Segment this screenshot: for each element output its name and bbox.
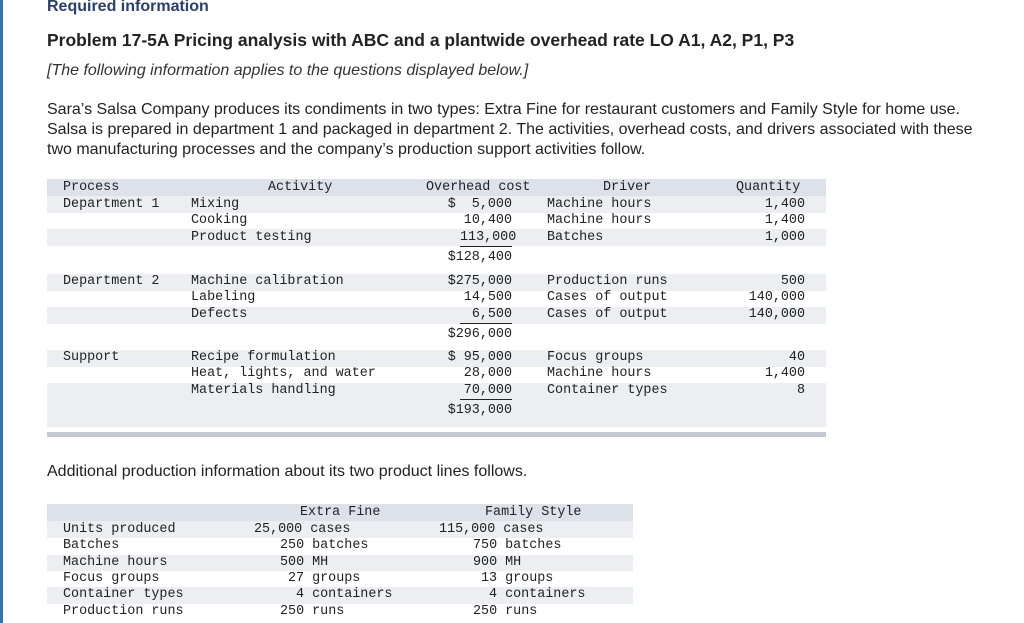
driver-quantity: 1,400	[764, 197, 805, 212]
driver-quantity: 140,000	[748, 307, 805, 322]
overhead-cost: 113,000	[460, 230, 512, 247]
overhead-cost: $ 95,000	[447, 350, 512, 365]
driver-name: Cases of output	[547, 290, 668, 305]
row-label: Production runs	[63, 604, 184, 619]
activity-name: Machine calibration	[191, 274, 344, 289]
driver-name: Cases of output	[547, 307, 668, 322]
family-style-value: 115,000 cases	[439, 522, 544, 537]
driver-name: Machine hours	[547, 197, 652, 212]
row-label: Batches	[63, 538, 120, 553]
extra-fine-value: 250 runs	[280, 604, 345, 619]
overhead-cost: $275,000	[447, 274, 512, 289]
driver-name: Production runs	[547, 274, 668, 289]
required-information-heading: Required information	[47, 0, 209, 15]
extra-fine-value: 500 MH	[280, 555, 329, 570]
extra-fine-value: 25,000 cases	[254, 522, 351, 537]
driver-quantity: 1,000	[764, 230, 805, 245]
overhead-total: $296,000	[447, 327, 512, 342]
process-label: Support	[63, 350, 120, 365]
activity-name: Mixing	[191, 197, 240, 212]
row-label: Focus groups	[63, 571, 160, 586]
process-label: Department 2	[63, 274, 160, 289]
driver-name: Focus groups	[547, 350, 644, 365]
family-style-value: 750 batches	[473, 538, 562, 553]
additional-info-text: Additional production information about its two product lines follows.	[47, 463, 528, 480]
activity-name: Recipe formulation	[191, 350, 336, 365]
activity-name: Labeling	[191, 290, 256, 305]
col-header-family-style: Family Style	[485, 505, 582, 520]
activity-name: Cooking	[191, 213, 248, 228]
driver-quantity: 500	[780, 274, 805, 289]
col-header-quantity: Quantity	[736, 180, 801, 195]
overhead-cost: $ 5,000	[447, 197, 512, 212]
driver-name: Machine hours	[547, 366, 652, 381]
driver-name: Machine hours	[547, 213, 652, 228]
driver-quantity: 1,400	[764, 213, 805, 228]
col-header-extra-fine: Extra Fine	[300, 505, 381, 520]
family-style-value: 4 containers	[489, 587, 586, 602]
col-header-overhead-cost: Overhead cost	[426, 180, 531, 195]
row-label: Container types	[63, 587, 184, 602]
activity-name: Materials handling	[191, 383, 336, 398]
driver-quantity: 140,000	[748, 290, 805, 305]
family-style-value: 13 groups	[481, 571, 554, 586]
family-style-value: 250 runs	[473, 604, 538, 619]
row-band	[47, 383, 826, 400]
activity-name: Heat, lights, and water	[191, 366, 376, 381]
overhead-total: $128,400	[447, 250, 512, 265]
intro-paragraph: Sara’s Salsa Company produces its condiments in two types: Extra Fine for restaurant customers and Family Style for home use. Salsa is prepared in department 1 and packaged in department 2. The activities, overhead costs, and drivers associated with these two manufacturing processes and the company’s production support activities follow.	[47, 101, 973, 158]
overhead-cost: 70,000	[460, 383, 512, 400]
driver-quantity: 1,400	[764, 366, 805, 381]
driver-quantity: 40	[788, 350, 805, 365]
col-header-driver: Driver	[603, 180, 652, 195]
row-band	[47, 229, 826, 246]
activity-name: Product testing	[191, 230, 312, 245]
product-line-table	[47, 504, 633, 623]
extra-fine-value: 4 containers	[296, 587, 393, 602]
overhead-total: $193,000	[447, 403, 512, 418]
overhead-cost: 10,400	[463, 213, 512, 228]
extra-fine-value: 250 batches	[280, 538, 369, 553]
activity-overhead-table	[47, 179, 826, 435]
row-label: Machine hours	[63, 555, 168, 570]
col-header-process: Process	[63, 180, 120, 195]
driver-quantity: 8	[796, 383, 805, 398]
info-note: [The following information applies to the questions displayed below.]	[47, 62, 529, 79]
row-label: Units produced	[63, 522, 176, 537]
process-label: Department 1	[63, 197, 160, 212]
extra-fine-value: 27 groups	[288, 571, 361, 586]
left-accent-bar	[0, 0, 3, 623]
row-band	[47, 307, 826, 324]
driver-name: Batches	[547, 230, 604, 245]
table-separator	[47, 432, 826, 437]
family-style-value: 900 MH	[473, 555, 522, 570]
overhead-cost: 6,500	[460, 307, 512, 324]
col-header-activity: Activity	[268, 180, 333, 195]
overhead-cost: 28,000	[463, 366, 512, 381]
problem-title: Problem 17-5A Pricing analysis with ABC and a plantwide overhead rate LO A1, A2, P1, P3	[47, 30, 795, 50]
driver-name: Container types	[547, 383, 668, 398]
activity-name: Defects	[191, 307, 248, 322]
overhead-cost: 14,500	[463, 290, 512, 305]
